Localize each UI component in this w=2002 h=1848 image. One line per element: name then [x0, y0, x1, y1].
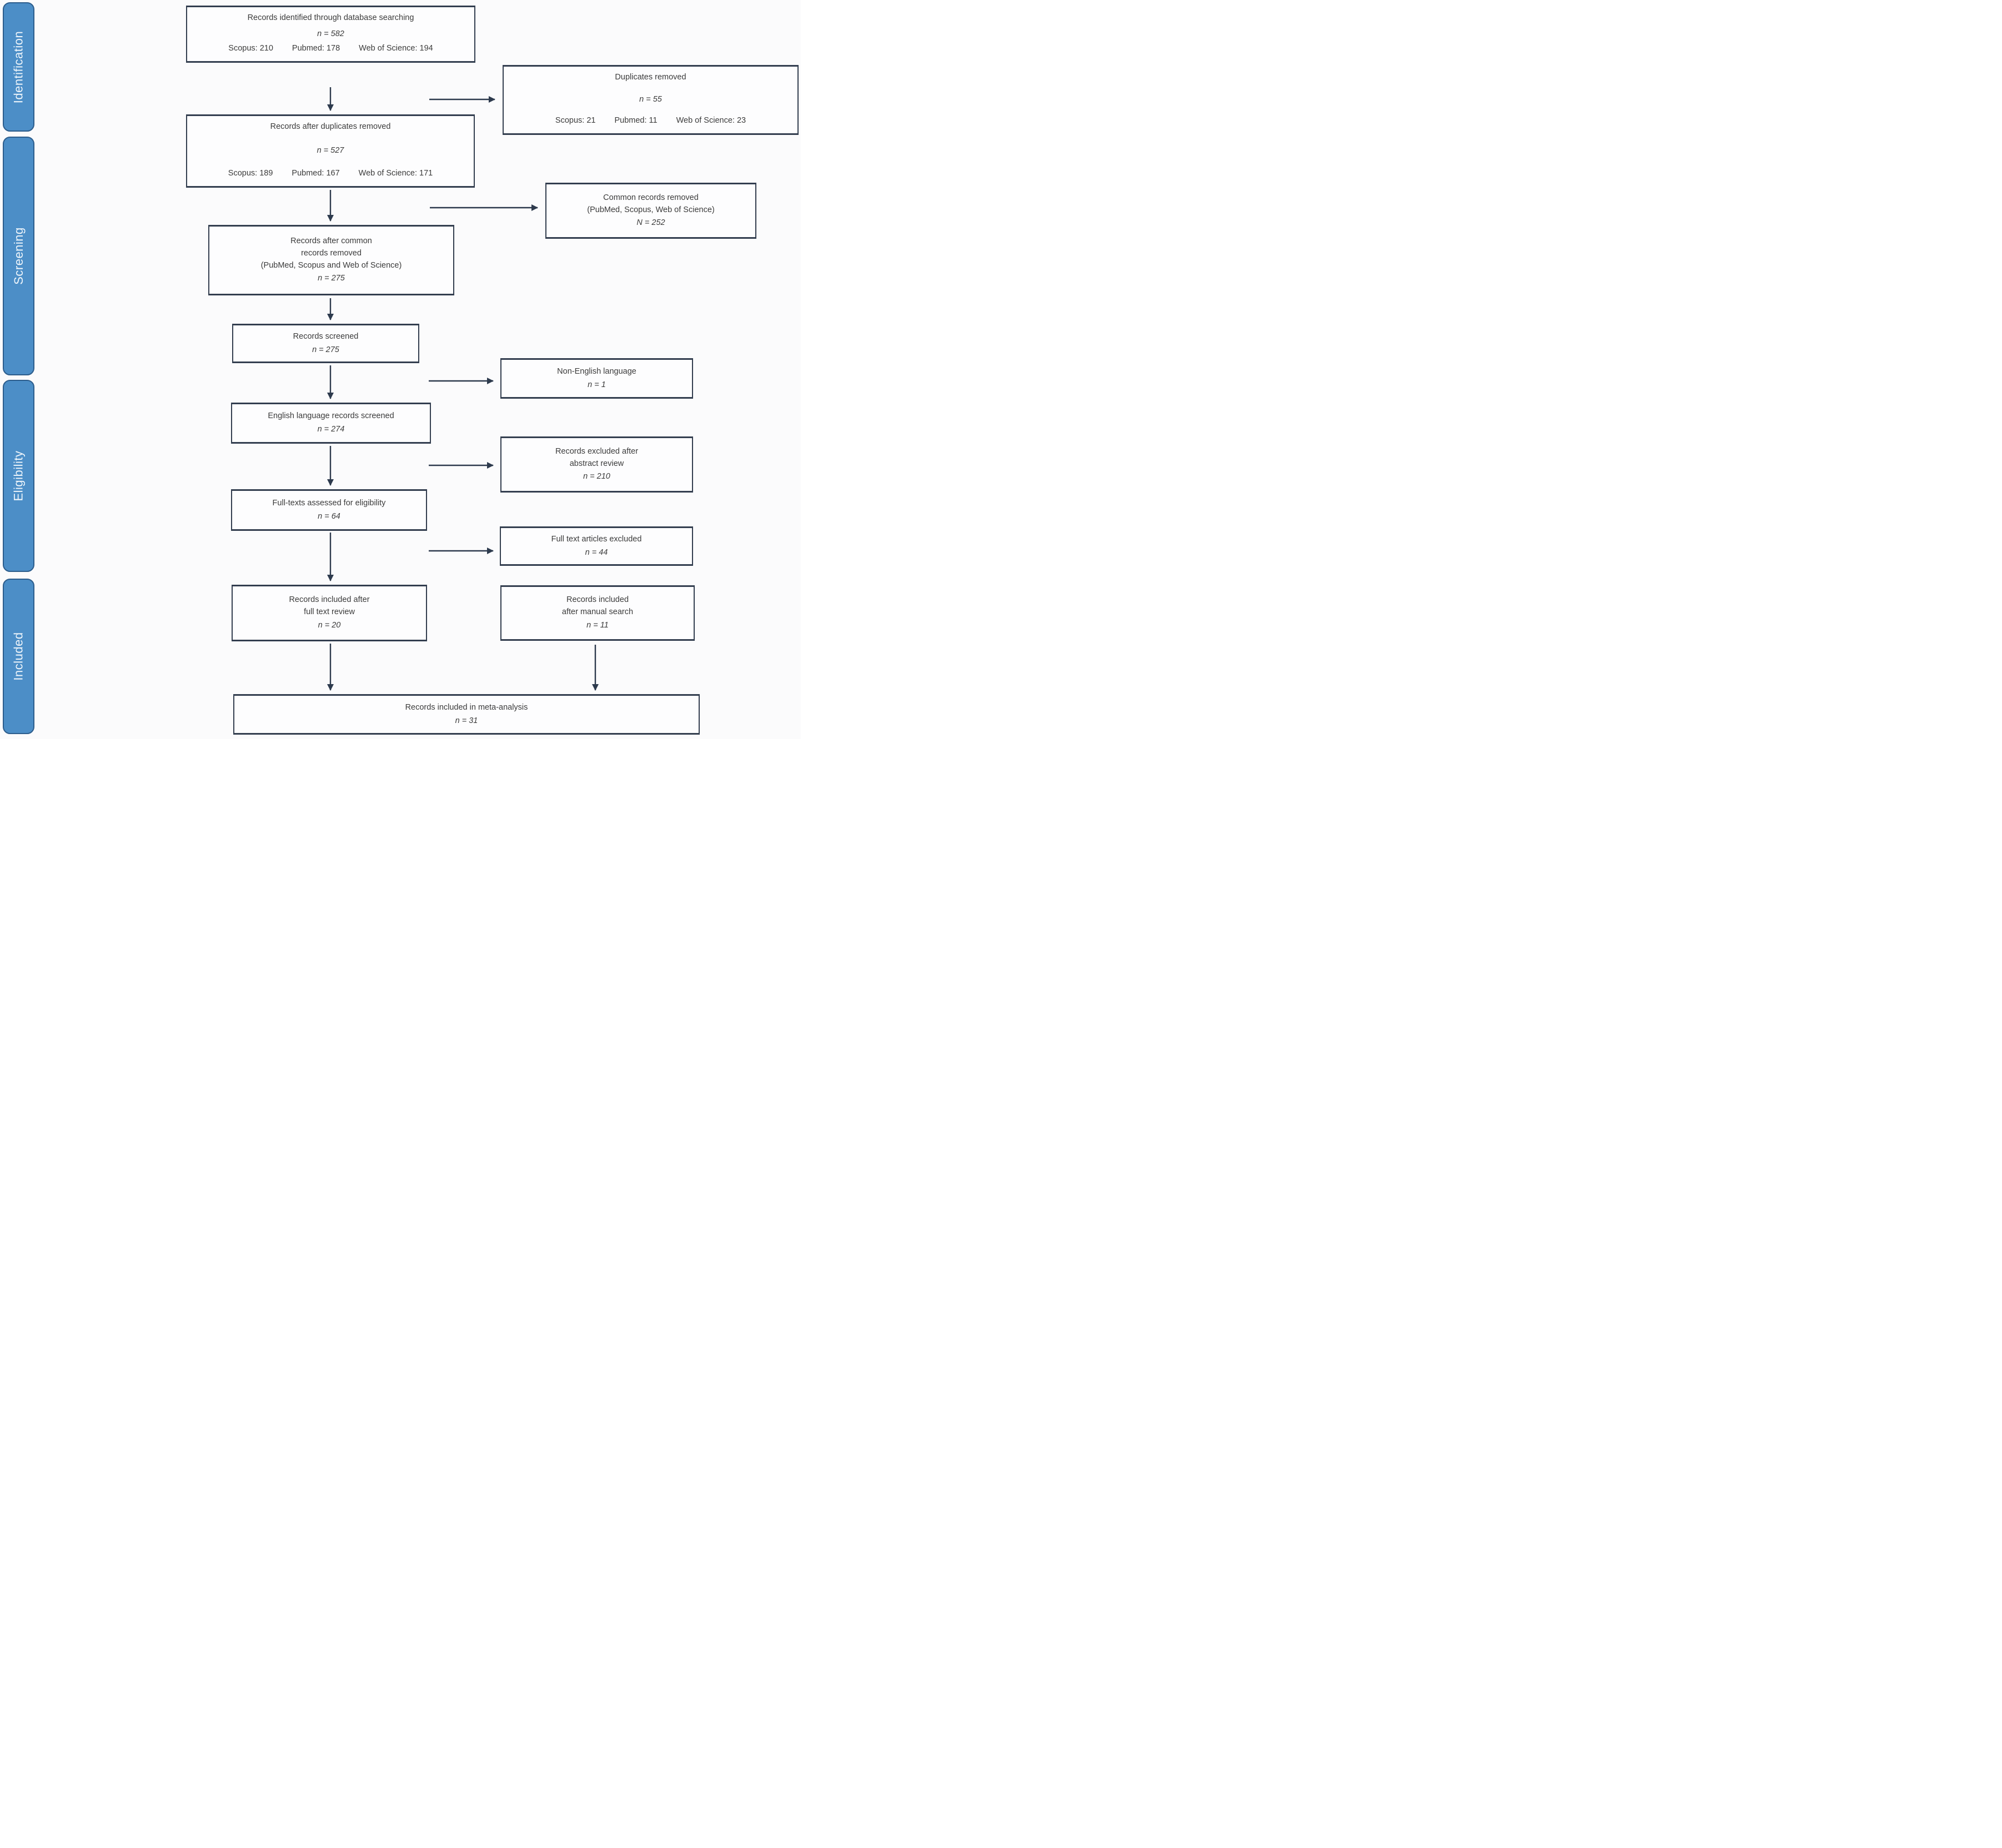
source-scopus: Scopus: 21 [555, 116, 596, 125]
stage-included [3, 579, 34, 734]
box-title: Non-English language [557, 366, 636, 376]
box-english-screened [231, 403, 431, 444]
box-included-manual [500, 585, 695, 641]
box-title-line2: abstract review [569, 459, 624, 468]
box-fulltext-excluded [500, 526, 693, 566]
stage-screening [3, 137, 34, 375]
box-records-identified [186, 6, 475, 63]
box-title-line1: Records included after [289, 595, 370, 605]
box-count: N = 252 [636, 218, 665, 228]
box-title-line2: after manual search [561, 607, 634, 617]
box-count: n = 527 [317, 146, 344, 155]
box-subtitle: (PubMed, Scopus and Web of Science) [260, 260, 402, 270]
box-non-english [500, 358, 693, 399]
box-title: English language records screened [268, 411, 394, 421]
box-records-screened [232, 324, 419, 363]
box-duplicates-removed [503, 65, 799, 135]
box-fulltext-assessed [231, 489, 427, 531]
box-title: Records screened [293, 332, 359, 341]
box-count: n = 274 [317, 425, 345, 434]
box-title-line1: Records after common [290, 237, 372, 245]
source-web-of-science: Web of Science: 23 [676, 116, 746, 125]
box-title: Duplicates removed [615, 73, 686, 82]
box-subtitle: (PubMed, Scopus, Web of Science) [587, 205, 715, 214]
box-count: n = 1 [588, 380, 606, 389]
box-after-duplicates [186, 114, 475, 188]
box-title: Records identified through database searching [247, 13, 414, 22]
box-title-line2: records removed [301, 248, 362, 258]
box-meta-analysis [233, 694, 700, 735]
source-pubmed: Pubmed: 11 [614, 116, 658, 125]
stage-label: Identification [11, 31, 26, 103]
box-title: Full text articles excluded [551, 534, 642, 544]
box-title-line1: Records included [566, 595, 629, 605]
box-count: n = 275 [318, 274, 345, 283]
box-common-removed [545, 183, 756, 239]
stage-eligibility [3, 380, 34, 572]
source-pubmed: Pubmed: 178 [292, 44, 340, 53]
box-title-line2: full text review [304, 607, 355, 617]
box-title: Common records removed [603, 193, 699, 202]
stage-identification [3, 2, 34, 132]
box-count: n = 20 [318, 620, 341, 630]
stage-label: Eligibility [11, 450, 26, 501]
source-web-of-science: Web of Science: 194 [359, 44, 433, 53]
box-excluded-abstract [500, 436, 693, 493]
box-count: n = 582 [317, 29, 344, 38]
box-sources [228, 43, 433, 55]
box-count: n = 55 [639, 95, 662, 104]
source-scopus: Scopus: 210 [228, 44, 273, 53]
stage-label: Included [11, 632, 26, 681]
box-count: n = 210 [583, 472, 610, 481]
box-after-common [208, 225, 454, 295]
box-sources [555, 115, 746, 127]
box-count: n = 64 [318, 511, 340, 521]
box-title: Records after duplicates removed [270, 122, 391, 131]
box-count: n = 11 [586, 620, 609, 630]
box-count: n = 44 [585, 548, 608, 557]
box-title: Full-texts assessed for eligibility [272, 498, 386, 508]
stage-label: Screening [11, 227, 26, 285]
box-title: Records included in meta-analysis [405, 702, 528, 712]
source-web-of-science: Web of Science: 171 [358, 169, 433, 178]
box-count: n = 31 [455, 716, 478, 725]
box-title-line1: Records excluded after [555, 446, 639, 456]
box-sources [228, 168, 433, 180]
box-included-fulltext [232, 585, 427, 641]
source-pubmed: Pubmed: 167 [292, 169, 340, 178]
prisma-flow-diagram [0, 0, 801, 739]
source-scopus: Scopus: 189 [228, 169, 273, 178]
box-count: n = 275 [312, 345, 339, 354]
